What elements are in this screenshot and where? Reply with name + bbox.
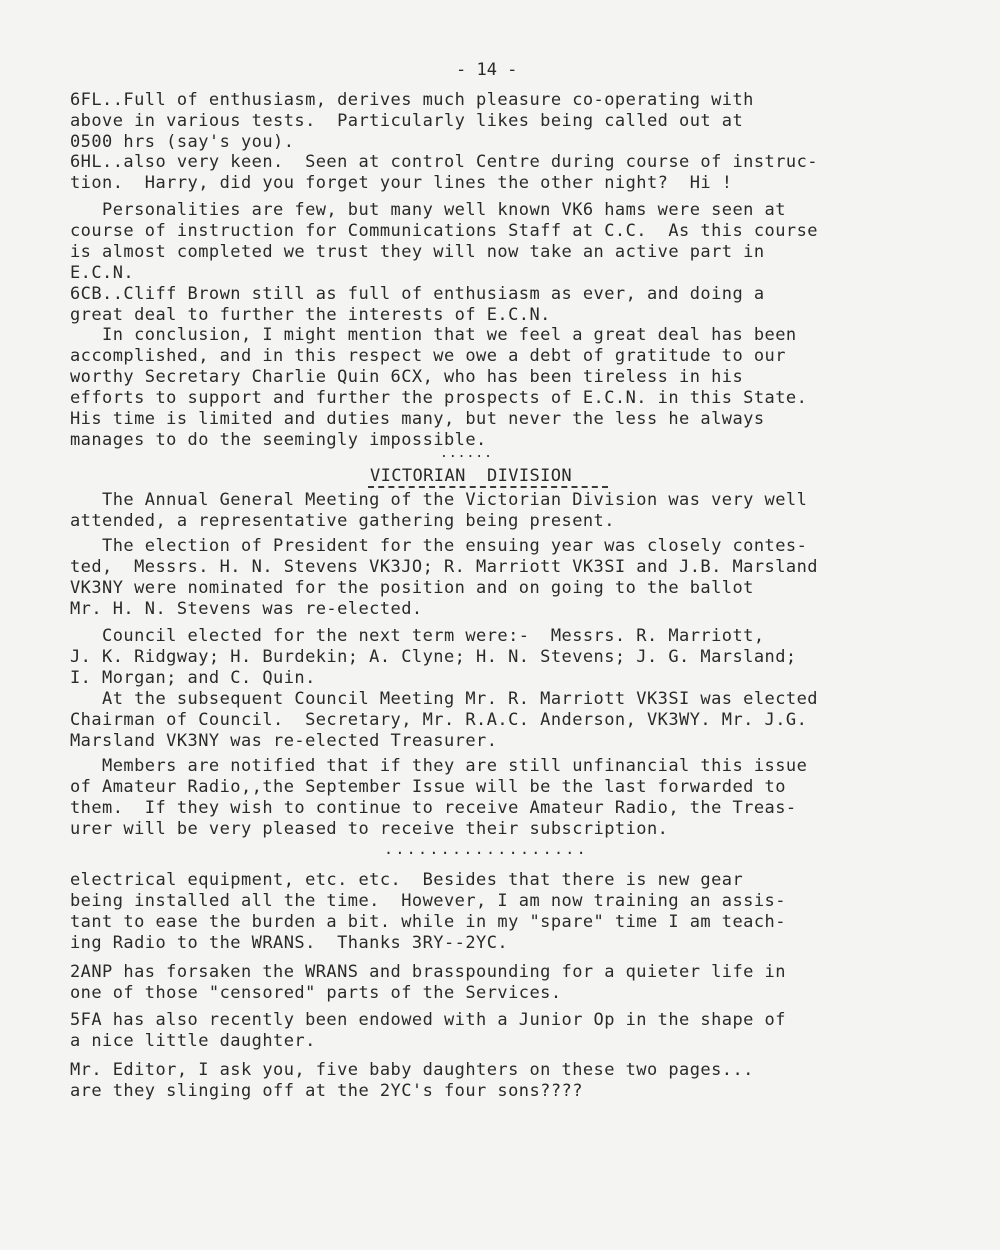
text-line: 6CB..Cliff Brown still as full of enthusiasm as ever, and doing a: [70, 284, 765, 304]
text-line: manages to do the seemingly impossible.: [70, 430, 487, 450]
text-line: accomplished, and in this respect we owe a debt of gratitude to our: [70, 346, 786, 366]
text-line: At the subsequent Council Meeting Mr. R. Marriott VK3SI was elected: [70, 689, 818, 709]
text-line: 5FA has also recently been endowed with a Junior Op in the shape of: [70, 1010, 786, 1030]
separator-long: ..................: [384, 840, 588, 858]
text-line: a nice little daughter.: [70, 1031, 316, 1051]
text-line: 6FL..Full of enthusiasm, derives much pleasure co-operating with: [70, 90, 754, 110]
text-line: course of instruction for Communications Staff at C.C. As this course: [70, 221, 818, 241]
text-line: above in various tests. Particularly likes being called out at: [70, 111, 744, 131]
text-line: electrical equipment, etc. etc. Besides that there is new gear: [70, 870, 744, 890]
text-line: 2ANP has forsaken the WRANS and brasspounding for a quieter life in: [70, 962, 786, 982]
text-line: being installed all the time. However, I am now training an assis-: [70, 891, 786, 911]
text-line: ted, Messrs. H. N. Stevens VK3JO; R. Marriott VK3SI and J.B. Marsland: [70, 557, 818, 577]
text-line: E.C.N.: [70, 263, 135, 283]
text-line: Personalities are few, but many well known VK6 hams were seen at: [70, 200, 786, 220]
text-line: attended, a representative gathering being present.: [70, 511, 615, 531]
separator-small: ......: [440, 446, 493, 461]
text-line: In conclusion, I might mention that we feel a great deal has been: [70, 325, 797, 345]
text-line: them. If they wish to continue to receive Amateur Radio, the Treas-: [70, 798, 797, 818]
text-line: efforts to support and further the prospects of E.C.N. in this State.: [70, 388, 808, 408]
text-line: 6HL..also very keen. Seen at control Centre during course of instruc-: [70, 152, 818, 172]
text-line: Mr. Editor, I ask you, five baby daughters on these two pages...: [70, 1060, 754, 1080]
text-line: one of those "censored" parts of the Services.: [70, 983, 562, 1003]
page-number: - 14 -: [456, 60, 518, 80]
text-line: J. K. Ridgway; H. Burdekin; A. Clyne; H. N. Stevens; J. G. Marsland;: [70, 647, 797, 667]
text-line: His time is limited and duties many, but never the less he always: [70, 409, 765, 429]
text-line: Council elected for the next term were:- Messrs. R. Marriott,: [70, 626, 765, 646]
text-line: Chairman of Council. Secretary, Mr. R.A.C. Anderson, VK3WY. Mr. J.G.: [70, 710, 808, 730]
text-line: tant to ease the burden a bit. while in my "spare" time I am teach-: [70, 912, 786, 932]
text-line: great deal to further the interests of E.C.N.: [70, 305, 551, 325]
text-line: Mr. H. N. Stevens was re-elected.: [70, 599, 423, 619]
text-line: of Amateur Radio,,the September Issue will be the last forwarded to: [70, 777, 786, 797]
text-line: The Annual General Meeting of the Victorian Division was very well: [70, 490, 808, 510]
text-line: urer will be very pleased to receive their subscription.: [70, 819, 669, 839]
text-line: 0500 hrs (say's you).: [70, 132, 295, 152]
text-line: Members are notified that if they are still unfinancial this issue: [70, 756, 808, 776]
text-line: I. Morgan; and C. Quin.: [70, 668, 316, 688]
section-heading: VICTORIAN DIVISION: [370, 466, 573, 486]
text-line: The election of President for the ensuing year was closely contes-: [70, 536, 808, 556]
text-line: are they slinging off at the 2YC's four sons????: [70, 1081, 583, 1101]
text-line: VK3NY were nominated for the position and on going to the ballot: [70, 578, 754, 598]
text-line: ing Radio to the WRANS. Thanks 3RY--2YC.: [70, 933, 509, 953]
text-line: worthy Secretary Charlie Quin 6CX, who has been tireless in his: [70, 367, 744, 387]
text-line: tion. Harry, did you forget your lines the other night? Hi !: [70, 173, 733, 193]
text-line: Marsland VK3NY was re-elected Treasurer.: [70, 731, 498, 751]
heading-underline: [368, 486, 608, 488]
text-line: is almost completed we trust they will now take an active part in: [70, 242, 765, 262]
